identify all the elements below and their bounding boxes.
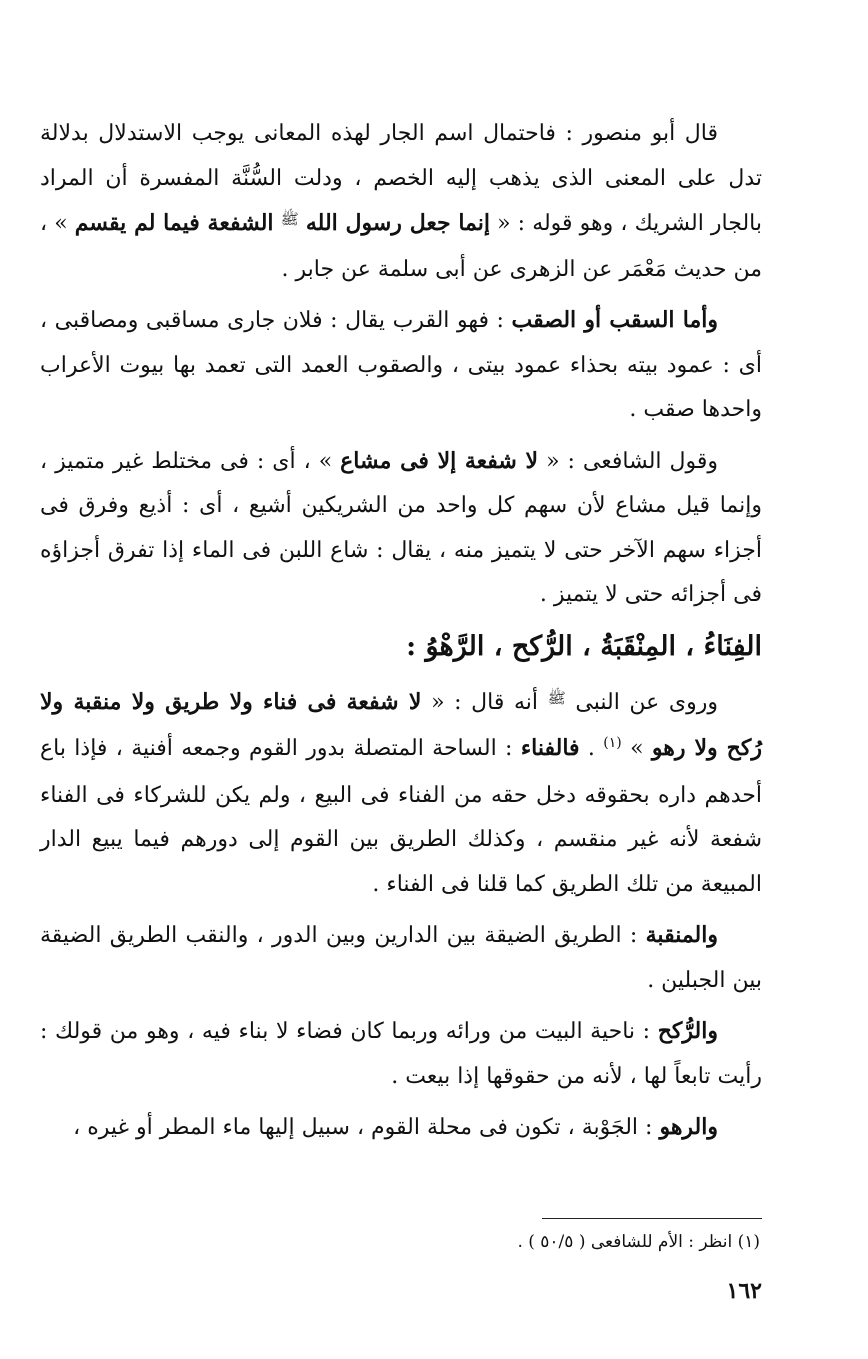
paragraph-fina [40,680,762,908]
page-number: ١٦٢ [726,1278,762,1304]
honorific-symbol: ﷺ [547,688,566,707]
term-heading: فالفناء [520,735,580,761]
term-heading: وأما السقب أو الصقب [511,307,718,333]
footnote-divider [542,1218,762,1219]
paragraph-text: قال أبو منصور : فاحتمال اسم الجار لهذه المعانى يوجب الاستدلال بدلالة تدل على المعنى الذى يذهب إليه الخصم ، ودلت السُّنَّة المفسرة أن المراد بالجار الشريك ، وهو قوله : « [40,121,762,236]
paragraph-text: أنه قال : « [431,689,539,715]
quote-mark: » [630,736,644,761]
paragraph-text: وروى عن النبى [575,689,719,715]
paragraph-mushaa [40,439,762,618]
paragraph-text: وقول الشافعى : « [546,448,719,474]
footnote: (١) انظر : الأم للشافعى ( ٥٠/٥ ) . [517,1232,760,1252]
main-text [40,112,762,1157]
footnote-ref[interactable]: (١) [603,735,622,751]
paragraph-rahw [40,1105,762,1151]
paragraph-manqaba [40,913,762,1003]
term-heading: والرُّكح [657,1018,718,1044]
paragraph-jar [40,112,762,292]
paragraph-text: : الطريق الضيقة بين الدارين وبين الدور ، والنقب الطريق الضيقة بين الجبلين . [40,923,762,993]
paragraph-rukh [40,1009,762,1099]
hadith-quote: لا شفعة إلا فى مشاع [340,447,539,474]
honorific-symbol: ﷺ [280,210,299,228]
section-heading: الفِنَاءُ ، المِنْقَبَةُ ، الرُّكح ، الرَّهْوُ : [406,630,762,662]
paragraph-text: » ، أى : فى مختلط غير متميز ، وإنما قيل مشاع لأن سهم كل واحد من الشريكين أشيع ، أى : أذيع وفرق فى أجزاء سهم الآخر حتى لا يتميز منه ، يقال : شاع اللبن فى الماء إذا تفرق أجزاؤه فى أجزائه حتى لا يتميز . [40,448,762,607]
hadith-quote: إنما جعل رسول الله [305,210,490,236]
paragraph-text: : فهو القرب يقال : فلان جارى مساقبى ومصاقبى ، أى : عمود بيته بحذاء عمود بيتى ، والصقوب العمد التى تعمد بها بيوت الأعراب واحدها صقب . [40,308,762,422]
term-heading: والمنقبة [645,922,718,948]
hadith-quote: لا شفعة فى فناء ولا طريق ولا منقبة ولا رُكح ولا رهو [40,688,762,761]
paragraph-text: . [587,736,595,761]
paragraph-saqb [40,298,762,433]
paragraph-text: : الجَوْبة ، تكون فى محلة القوم ، سبيل إليها ماء المطر أو غيره ، [73,1115,653,1140]
paragraph-text: » ، من حديث مَعْمَر عن الزهرى عن أبى سلمة عن جابر . [40,211,762,282]
hadith-quote: الشفعة فيما لم يقسم [74,210,274,236]
paragraph-text: : الساحة المتصلة بدور القوم وجمعه أفنية ، فإذا باع أحدهم داره بحقوقه دخل حقه من الفناء فى البيع ، ولم يكن للشركاء فى الفناء شفعة لأنه غير منقسم ، وكذلك الطريق بين القوم إلى دورهم فيما يبيع الدار المبيعة من تلك الطريق كما قلنا فى الفناء . [40,736,762,897]
paragraph-text: : ناحية البيت من ورائه وربما كان فضاء لا بناء فيه ، وهو من قولك : رأيت تابعاً لها ، لأنه من حقوقها إذا بيعت . [40,1019,762,1089]
term-heading: والرهو [659,1114,718,1140]
